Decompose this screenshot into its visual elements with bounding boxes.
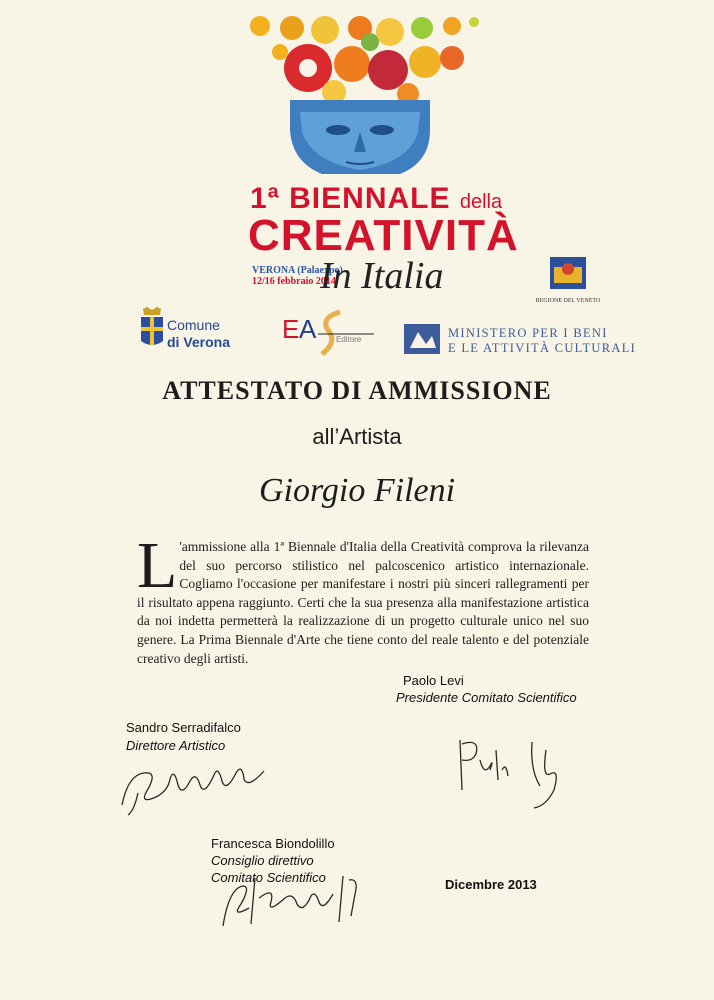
signatory-levi-role: Presidente Comitato Scientifico [396,690,577,705]
ministero-logo [404,322,637,358]
body-paragraph: 'ammissione alla 1ª Biennale d'Italia della Creatività comprova la rilevanza del suo percorso stilistico nel palcoscenico artistico internazionale. Cogliamo l'occasione per manifestare i nostri più sinceri rallegramenti per il risultato appena raggiunto. Certi che la sua presenza alla manifestazione artistica da noi indetta permetterà la realizzazione di un progetto culturale unico nel suo genere. La Prima Biennale d'Arte che tiene conto del reale talento e del potenziale creativo degli artisti. [137,539,589,666]
signatory-serradifalco-role: Direttore Artistico [126,738,226,753]
signatory-biondolillo-role1: Consiglio direttivo [211,853,314,868]
signature-serradifalco-icon [118,745,278,820]
certificate-subheading: all’Artista [312,424,402,449]
signatory-levi-name: Paolo Levi [403,673,464,688]
signature-biondolillo-icon [215,868,375,932]
regione-veneto-emblem-icon [548,255,588,291]
gears-icon [250,16,479,105]
comune-line1: Comune [167,317,220,333]
certificate-body [137,529,589,668]
venue-dates: 12/16 febbraio 2014 [252,276,336,287]
comune-line2: di Verona [167,334,231,350]
comune-verona-logo [140,307,250,355]
regione-veneto-logo [523,255,613,304]
venue-city: VERONA (Palaexpo) [252,265,343,276]
regione-label: REGIONE DEL VENETO [535,298,601,304]
certificate-heading: ATTESTATO DI AMMISSIONE [162,376,552,405]
signature-levi-icon [450,730,580,810]
signatory-biondolillo-name: Francesca Biondolillo [211,836,335,851]
eas-logo-icon [282,308,382,358]
ministero-line1: MINISTERO PER I BENI [448,326,608,340]
svg-text:E: E [282,314,300,344]
biennale-head-gears-logo [230,12,490,182]
event-title-biennale: BIENNALE [289,182,451,215]
signatory-biondolillo-role2: Comitato Scientifico [211,870,326,885]
eas-editore-logo [282,308,382,358]
signatory-serradifalco-name: Sandro Serradifalco [126,720,241,735]
certificate-date: Dicembre 2013 [445,877,537,892]
eas-editore-label: Editore [336,335,362,344]
ministero-line2: E LE ATTIVITÀ CULTURALI [448,341,637,355]
event-edition: 1ª [250,182,280,215]
comune-verona-shield-icon [140,307,164,351]
ministero-emblem-icon [404,324,440,354]
drop-cap: L [137,529,178,602]
artist-name: Giorgio Fileni [258,472,456,509]
event-in-italia: In Italia [320,255,444,297]
svg-text:A: A [299,314,317,344]
event-title-line2: CREATIVITÀ [248,211,519,260]
event-title-della: della [459,191,503,213]
